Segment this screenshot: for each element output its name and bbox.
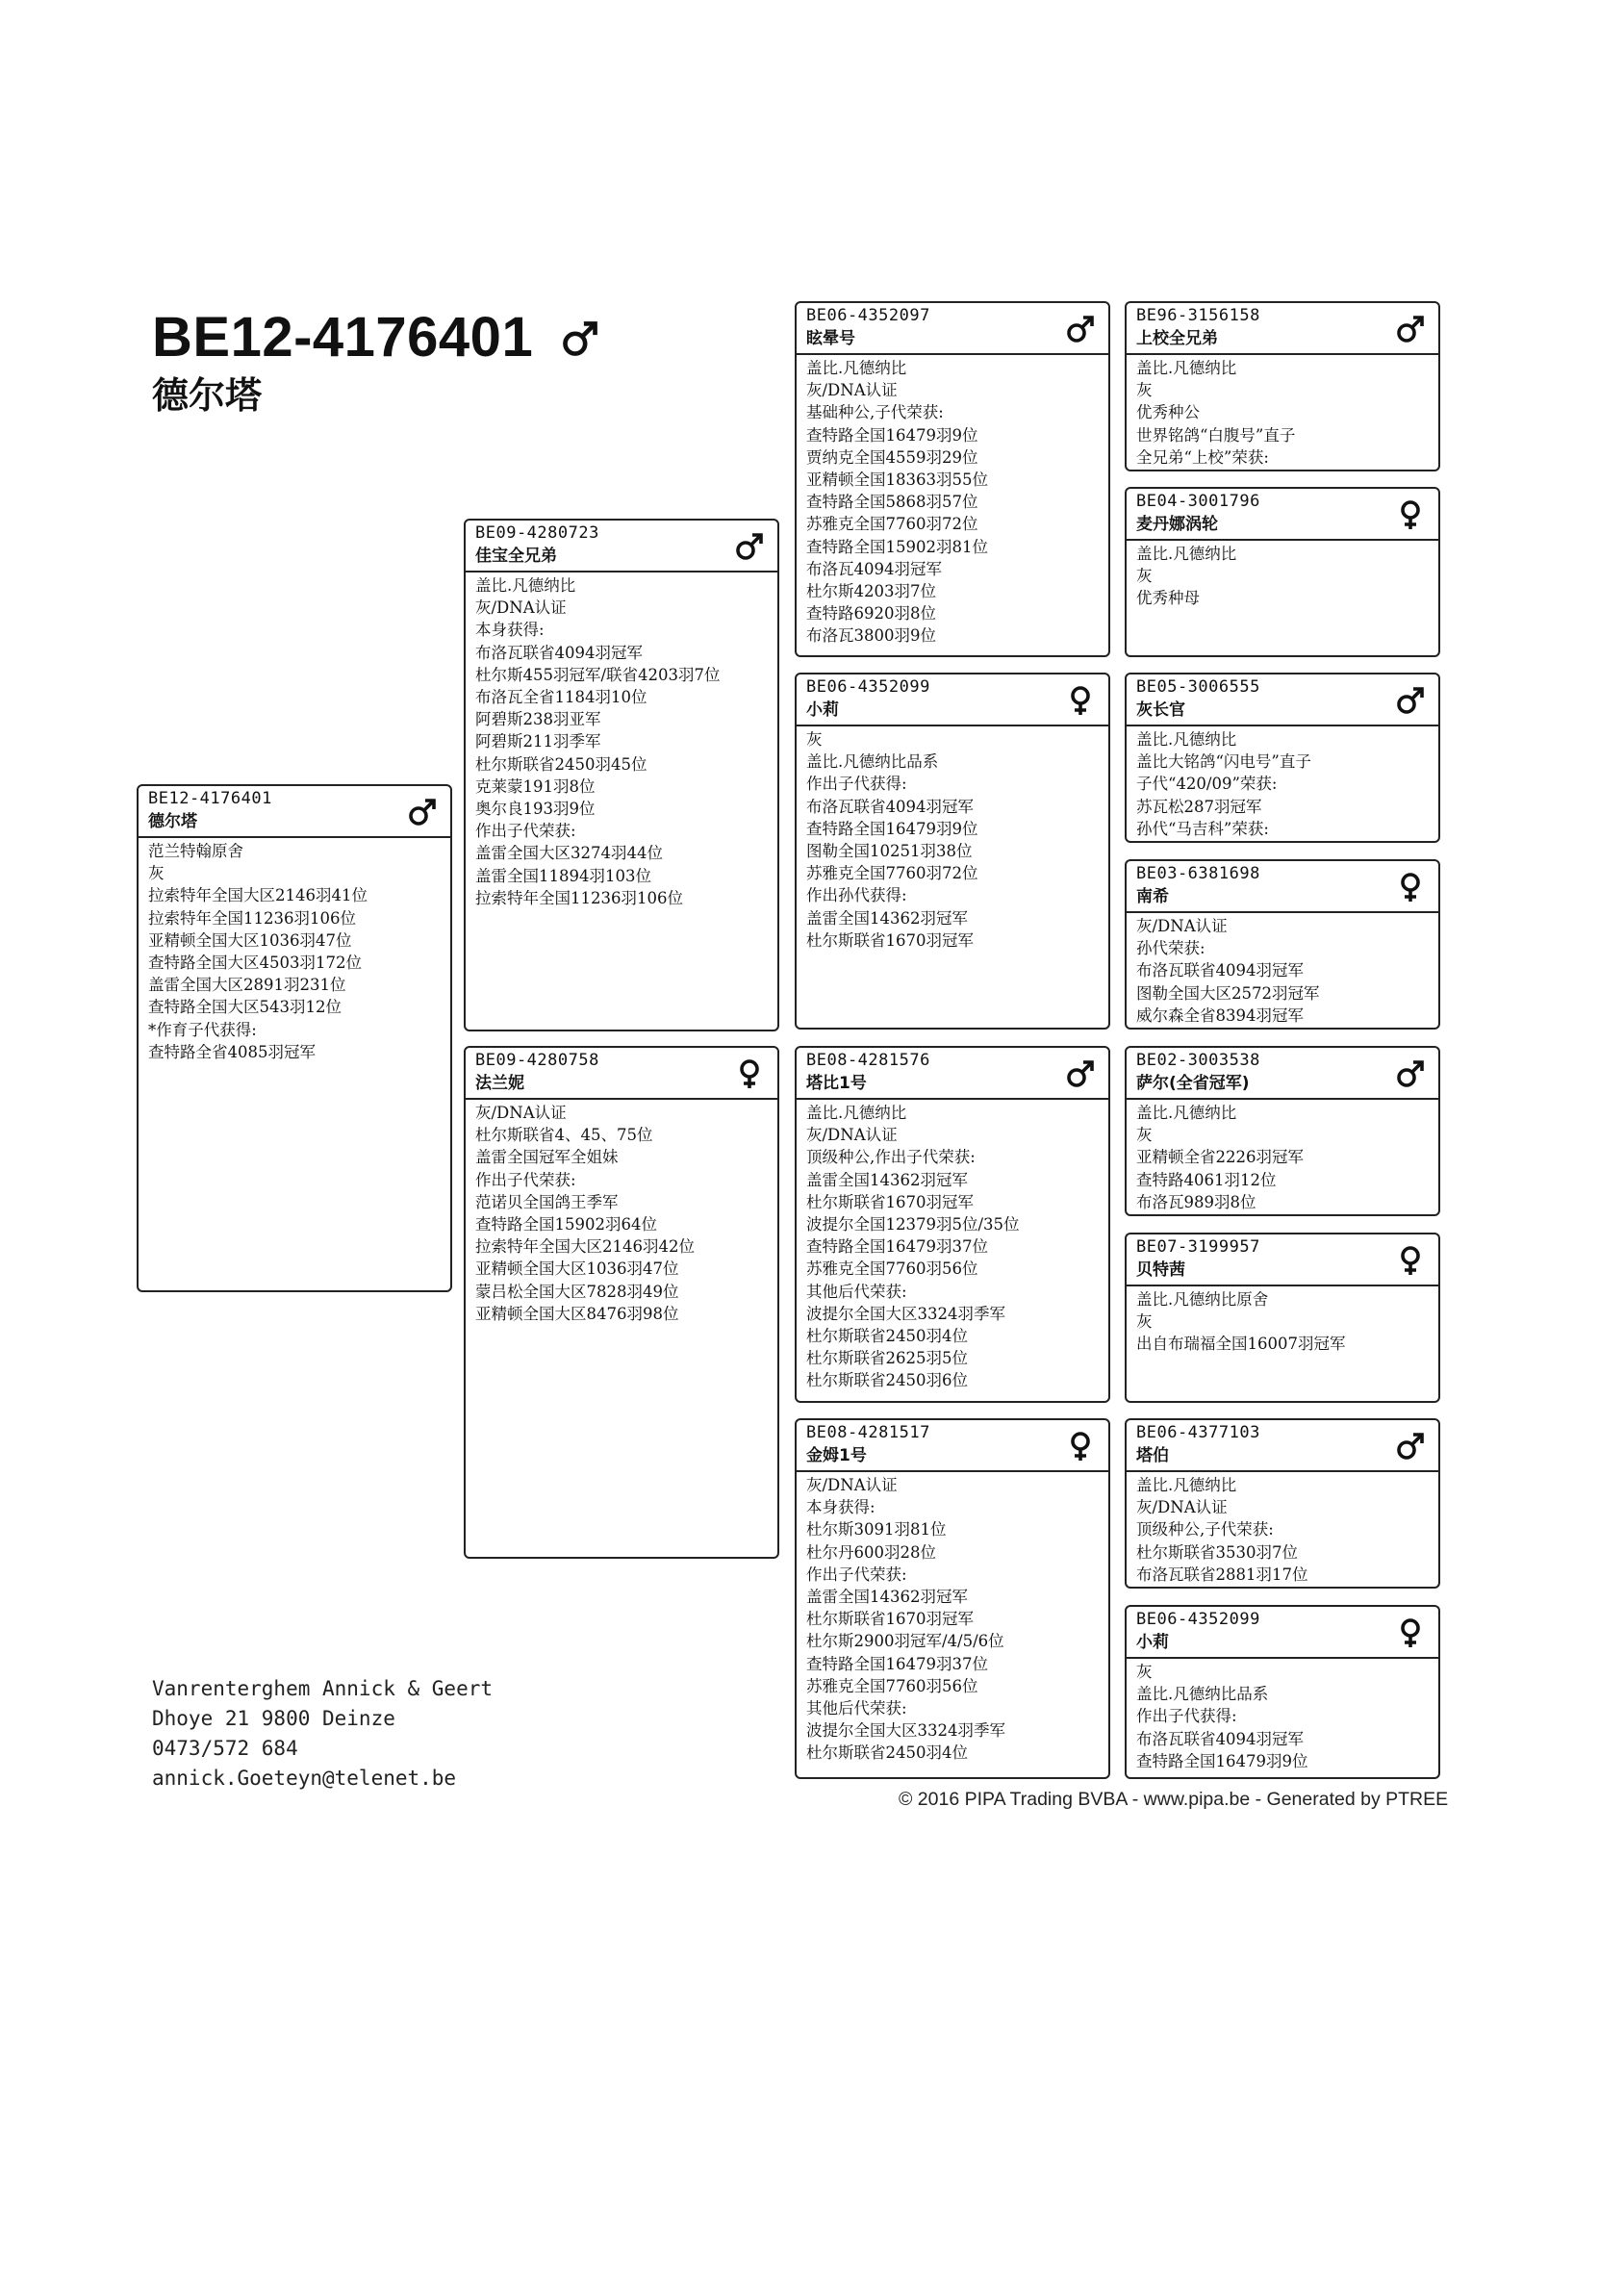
detail-line: *作育子代获得: <box>148 1020 257 1039</box>
detail-line: 孙代荣获: <box>1136 939 1205 958</box>
detail-line: 本身获得: <box>475 621 545 640</box>
ring-number: BE06-4352099 <box>806 677 930 697</box>
detail-line: 布洛瓦全省1184羽10位 <box>475 688 647 707</box>
detail-line: 优秀种母 <box>1136 589 1200 608</box>
detail-line: 作出子代荣获: <box>475 822 576 841</box>
pigeon-name: 小莉 <box>806 700 839 720</box>
detail-line: 杜尔斯联省2450羽4位 <box>806 1743 968 1763</box>
detail-line: 全兄弟“上校”荣获: <box>1136 447 1269 467</box>
pigeon-card-dam-dam <box>795 1418 1110 1779</box>
detail-line: 灰 <box>1136 567 1153 586</box>
pigeon-name: 灰长官 <box>1136 700 1185 720</box>
male-icon <box>1064 313 1097 345</box>
detail-line: 阿碧斯238羽亚军 <box>475 710 601 729</box>
detail-line: 作出子代获得: <box>806 775 907 794</box>
pigeon-card-sire-sire <box>795 301 1110 657</box>
pigeon-name: 贝特茜 <box>1136 1260 1185 1280</box>
breeder-name: Vanrenterghem Annick & Geert <box>152 1677 494 1700</box>
detail-line: 查特路6920羽8位 <box>806 604 936 623</box>
detail-line: 查特路全国16479羽37位 <box>806 1654 988 1673</box>
ring-number: BE12-4176401 <box>148 789 272 808</box>
detail-line: 杜尔斯455羽冠军/联省4203羽7位 <box>475 665 721 684</box>
pigeon-name: 法兰妮 <box>475 1074 524 1093</box>
detail-line: 拉索特年全国11236羽106位 <box>148 908 356 928</box>
detail-line: 拉索特年全国11236羽106位 <box>475 888 683 907</box>
female-icon <box>1394 1616 1427 1649</box>
breeder-address: Dhoye 21 9800 Deinze <box>152 1707 395 1730</box>
detail-line: 查特路全国15902羽64位 <box>475 1215 657 1234</box>
male-icon <box>559 318 601 360</box>
detail-line: 作出子代荣获: <box>475 1170 576 1189</box>
pigeon-card-subject <box>137 784 452 1292</box>
detail-line: 灰/DNA认证 <box>1136 917 1228 935</box>
card-header <box>1127 1607 1438 1659</box>
detail-line: 范诺贝全国鸽王季军 <box>475 1192 619 1211</box>
pedigree-title-name: 德尔塔 <box>152 374 263 417</box>
detail-line: 杜尔斯联省1670羽冠军 <box>806 1192 974 1211</box>
pigeon-name: 金姆1号 <box>806 1446 867 1465</box>
detail-line: 蒙吕松全国大区7828羽49位 <box>475 1282 679 1301</box>
card-header <box>797 1048 1108 1100</box>
title-ring-number: BE12-4176401 <box>152 306 534 369</box>
detail-line: 苏瓦松287羽冠军 <box>1136 797 1262 816</box>
female-icon <box>733 1057 766 1090</box>
detail-line: 杜尔斯3091羽81位 <box>806 1520 947 1539</box>
pigeon-name: 南希 <box>1136 887 1169 906</box>
detail-line: 顶级种公,子代荣获: <box>1136 1520 1274 1539</box>
detail-line: 波提尔全国12379羽5位/35位 <box>806 1215 1020 1234</box>
detail-line: 查特路全国16479羽9位 <box>806 425 978 445</box>
detail-line: 盖比.凡德纳比 <box>1136 1476 1237 1494</box>
pigeon-name: 上校全兄弟 <box>1136 329 1218 348</box>
card-details <box>797 1472 1108 1765</box>
pigeon-card-dds <box>1125 1418 1440 1589</box>
detail-line: 阿碧斯211羽季军 <box>475 732 601 751</box>
detail-line: 苏雅克全国7760羽56位 <box>806 1676 978 1695</box>
pigeon-name: 萨尔(全省冠军) <box>1136 1074 1250 1093</box>
detail-line: 盖雷全国大区3274羽44位 <box>475 844 663 863</box>
ring-number: BE09-4280723 <box>475 523 599 543</box>
detail-line: 子代“420/09”荣获: <box>1136 775 1278 794</box>
pigeon-card-sds <box>1125 673 1440 843</box>
pigeon-card-ddd <box>1125 1605 1440 1779</box>
ring-number: BE06-4377103 <box>1136 1423 1260 1442</box>
detail-line: 作出子代获得: <box>1136 1707 1237 1726</box>
detail-line: 查特路4061羽12位 <box>1136 1170 1277 1189</box>
detail-line: 杜尔斯2900羽冠军/4/5/6位 <box>806 1632 1004 1651</box>
detail-line: 盖比.凡德纳比 <box>475 576 576 595</box>
card-header <box>797 1420 1108 1472</box>
detail-line: 亚精顿全国18363羽55位 <box>806 471 988 490</box>
detail-line: 盖比.凡德纳比 <box>1136 359 1237 377</box>
copyright-footer: © 2016 PIPA Trading BVBA - www.pipa.be - Generated by PTREE <box>899 1789 1449 1810</box>
female-icon <box>1064 1430 1097 1463</box>
detail-line: 盖雷全国14362羽冠军 <box>806 1588 968 1607</box>
breeder-contact <box>152 1674 493 1794</box>
card-header <box>797 303 1108 355</box>
ring-number: BE06-4352099 <box>1136 1610 1260 1629</box>
detail-line: 其他后代荣获: <box>806 1699 907 1718</box>
male-icon <box>1064 1057 1097 1090</box>
detail-line: 图勒全国10251羽38位 <box>806 842 973 861</box>
detail-line: 灰/DNA认证 <box>475 598 567 618</box>
female-icon <box>1064 684 1097 717</box>
detail-line: 灰 <box>1136 381 1153 400</box>
detail-line: 布洛瓦4094羽冠军 <box>806 559 942 578</box>
detail-line: 亚精顿全国大区1036羽47位 <box>475 1260 679 1279</box>
detail-line: 杜尔斯联省3530羽7位 <box>1136 1542 1298 1562</box>
detail-line: 杜尔斯联省2450羽4位 <box>806 1327 968 1346</box>
card-details <box>466 572 777 909</box>
detail-line: 盖雷全国大区2891羽231位 <box>148 976 346 995</box>
pigeon-name: 麦丹娜涡轮 <box>1136 515 1218 534</box>
detail-line: 克莱蒙191羽8位 <box>475 776 596 796</box>
card-details <box>1127 1286 1438 1356</box>
card-header <box>1127 1234 1438 1286</box>
male-icon <box>1394 1430 1427 1463</box>
detail-line: 灰 <box>1136 1312 1153 1332</box>
detail-line: 查特路全国大区543羽12位 <box>148 998 342 1017</box>
pigeon-name: 塔比1号 <box>806 1074 867 1093</box>
female-icon <box>1394 498 1427 531</box>
detail-line: 范兰特翰原舍 <box>148 842 243 860</box>
detail-line: 其他后代荣获: <box>806 1282 907 1301</box>
detail-line: 查特路全国15902羽81位 <box>806 537 988 556</box>
detail-line: 灰/DNA认证 <box>806 1476 898 1494</box>
pigeon-card-dam-sire <box>795 1046 1110 1403</box>
detail-line: 查特路全国16479羽37位 <box>806 1237 988 1257</box>
detail-line: 灰/DNA认证 <box>806 381 898 400</box>
detail-line: 盖雷全国14362羽冠军 <box>806 908 968 928</box>
ring-number: BE08-4281576 <box>806 1051 930 1070</box>
detail-line: 顶级种公,作出子代荣获: <box>806 1148 976 1167</box>
detail-line: 盖比.凡德纳比品系 <box>806 752 939 772</box>
detail-line: 杜尔丹600羽28位 <box>806 1542 936 1562</box>
card-details <box>1127 355 1438 469</box>
card-details <box>1127 1659 1438 1772</box>
card-details <box>797 1100 1108 1392</box>
ring-number: BE08-4281517 <box>806 1423 930 1442</box>
detail-line: 亚精顿全省2226羽冠军 <box>1136 1148 1304 1167</box>
male-icon <box>406 796 439 828</box>
card-details <box>797 726 1108 952</box>
detail-line: 优秀种公 <box>1136 403 1200 422</box>
detail-line: 查特路全国5868羽57位 <box>806 493 978 512</box>
card-header <box>1127 303 1438 355</box>
detail-line: 盖雷全国14362羽冠军 <box>806 1170 968 1189</box>
detail-line: 盖比.凡德纳比 <box>806 1104 907 1122</box>
ring-number: BE03-6381698 <box>1136 864 1260 883</box>
card-header <box>1127 861 1438 913</box>
detail-line: 盖比.凡德纳比 <box>1136 730 1237 749</box>
detail-line: 布洛瓦联省2881羽17位 <box>1136 1565 1308 1584</box>
detail-line: 奥尔良193羽9位 <box>475 800 596 819</box>
card-details <box>1127 1100 1438 1213</box>
pigeon-name: 小莉 <box>1136 1633 1169 1652</box>
pedigree-title <box>152 306 601 369</box>
detail-line: 布洛瓦联省4094羽冠军 <box>475 643 643 662</box>
pigeon-card-sss <box>1125 301 1440 471</box>
pigeon-name: 佳宝全兄弟 <box>475 547 557 566</box>
pigeon-name: 德尔塔 <box>148 812 197 831</box>
pigeon-card-dam <box>464 1046 779 1559</box>
detail-line: 灰/DNA认证 <box>1136 1498 1228 1517</box>
detail-line: 拉索特年全国大区2146羽41位 <box>148 886 368 905</box>
pigeon-card-dss <box>1125 1046 1440 1216</box>
detail-line: 苏雅克全国7760羽72位 <box>806 515 978 534</box>
card-details <box>1127 913 1438 1027</box>
detail-line: 布洛瓦联省4094羽冠军 <box>1136 961 1304 980</box>
detail-line: 杜尔斯4203羽7位 <box>806 582 936 601</box>
detail-line: 杜尔斯联省1670羽冠军 <box>806 1610 974 1629</box>
male-icon <box>1394 1057 1427 1090</box>
detail-line: 贾纳克全国4559羽29位 <box>806 447 978 467</box>
detail-line: 布洛瓦3800羽9位 <box>806 626 936 646</box>
card-header <box>1127 1420 1438 1472</box>
card-details <box>139 838 450 1063</box>
detail-line: 波提尔全国大区3324羽季军 <box>806 1304 1005 1323</box>
detail-line: 出自布瑞福全国16007羽冠军 <box>1136 1335 1346 1354</box>
breeder-email[interactable]: annick.Goeteyn@telenet.be <box>152 1767 457 1790</box>
card-details <box>1127 1472 1438 1586</box>
card-details <box>1127 541 1438 610</box>
detail-line: 波提尔全国大区3324羽季军 <box>806 1721 1005 1741</box>
pigeon-card-sire <box>464 519 779 1031</box>
ring-number: BE06-4352097 <box>806 306 930 325</box>
pigeon-card-ssd <box>1125 487 1440 657</box>
ring-number: BE04-3001796 <box>1136 492 1260 511</box>
card-header <box>139 786 450 838</box>
detail-line: 杜尔斯联省4、45、75位 <box>475 1126 653 1145</box>
detail-line: 作出子代荣获: <box>806 1565 907 1584</box>
detail-line: 孙代“马吉科”荣获: <box>1136 819 1269 838</box>
detail-line: 苏雅克全国7760羽72位 <box>806 864 978 883</box>
pigeon-card-sire-dam <box>795 673 1110 1030</box>
detail-line: 拉索特年全国大区2146羽42位 <box>475 1237 695 1257</box>
pigeon-card-sdd <box>1125 859 1440 1030</box>
detail-line: 杜尔斯联省2450羽6位 <box>806 1371 968 1390</box>
ring-number: BE09-4280758 <box>475 1051 599 1070</box>
card-details <box>466 1100 777 1325</box>
male-icon <box>733 530 766 563</box>
detail-line: 查特路全国大区4503羽172位 <box>148 954 362 973</box>
female-icon <box>1394 1244 1427 1277</box>
female-icon <box>1394 871 1427 903</box>
detail-line: 威尔森全省8394羽冠军 <box>1136 1005 1304 1025</box>
pigeon-name: 塔伯 <box>1136 1446 1169 1465</box>
detail-line: 盖比.凡德纳比品系 <box>1136 1685 1269 1704</box>
ring-number: BE05-3006555 <box>1136 677 1260 697</box>
card-header <box>1127 674 1438 726</box>
ring-number: BE96-3156158 <box>1136 306 1260 325</box>
detail-line: 灰/DNA认证 <box>806 1126 898 1145</box>
detail-line: 灰 <box>1136 1126 1153 1145</box>
detail-line: 盖比.凡德纳比原舍 <box>1136 1290 1269 1309</box>
detail-line: 灰/DNA认证 <box>475 1104 567 1122</box>
detail-line: 盖比.凡德纳比 <box>1136 545 1237 563</box>
detail-line: 杜尔斯联省1670羽冠军 <box>806 930 974 950</box>
ring-number: BE07-3199957 <box>1136 1237 1260 1257</box>
card-header <box>1127 489 1438 541</box>
detail-line: 作出孙代获得: <box>806 886 907 905</box>
card-header <box>797 674 1108 726</box>
card-header <box>466 521 777 572</box>
detail-line: 灰 <box>1136 1663 1153 1681</box>
detail-line: 亚精顿全国大区1036羽47位 <box>148 930 352 950</box>
detail-line: 盖雷全国冠军全姐妹 <box>475 1148 619 1167</box>
breeder-phone: 0473/572 684 <box>152 1737 298 1760</box>
detail-line: 查特路全省4085羽冠军 <box>148 1042 316 1061</box>
detail-line: 图勒全国大区2572羽冠军 <box>1136 983 1320 1003</box>
detail-line: 查特路全国16479羽9位 <box>806 819 978 838</box>
male-icon <box>1394 313 1427 345</box>
card-header <box>1127 1048 1438 1100</box>
ring-number: BE02-3003538 <box>1136 1051 1260 1070</box>
card-details <box>1127 726 1438 840</box>
card-header <box>466 1048 777 1100</box>
detail-line: 灰 <box>806 730 823 749</box>
detail-line: 杜尔斯联省2450羽45位 <box>475 754 647 774</box>
detail-line: 杜尔斯联省2625羽5位 <box>806 1349 968 1368</box>
detail-line: 基础种公,子代荣获: <box>806 403 944 422</box>
detail-line: 灰 <box>148 864 165 883</box>
pigeon-name: 眩晕号 <box>806 329 855 348</box>
detail-line: 亚精顿全国大区8476羽98位 <box>475 1304 679 1323</box>
detail-line: 布洛瓦联省4094羽冠军 <box>1136 1729 1304 1748</box>
detail-line: 世界铭鸽“白腹号”直子 <box>1136 425 1296 445</box>
detail-line: 盖比.凡德纳比 <box>806 359 907 377</box>
detail-line: 盖比.凡德纳比 <box>1136 1104 1237 1122</box>
detail-line: 布洛瓦联省4094羽冠军 <box>806 797 974 816</box>
detail-line: 苏雅克全国7760羽56位 <box>806 1260 978 1279</box>
detail-line: 盖比大铭鸽“闪电号”直子 <box>1136 752 1311 772</box>
male-icon <box>1394 684 1427 717</box>
detail-line: 本身获得: <box>806 1498 875 1517</box>
pigeon-card-dsd <box>1125 1233 1440 1403</box>
detail-line: 查特路全国16479羽9位 <box>1136 1751 1308 1770</box>
detail-line: 布洛瓦989羽8位 <box>1136 1192 1256 1211</box>
detail-line: 盖雷全国11894羽103位 <box>475 866 651 885</box>
card-details <box>797 355 1108 648</box>
